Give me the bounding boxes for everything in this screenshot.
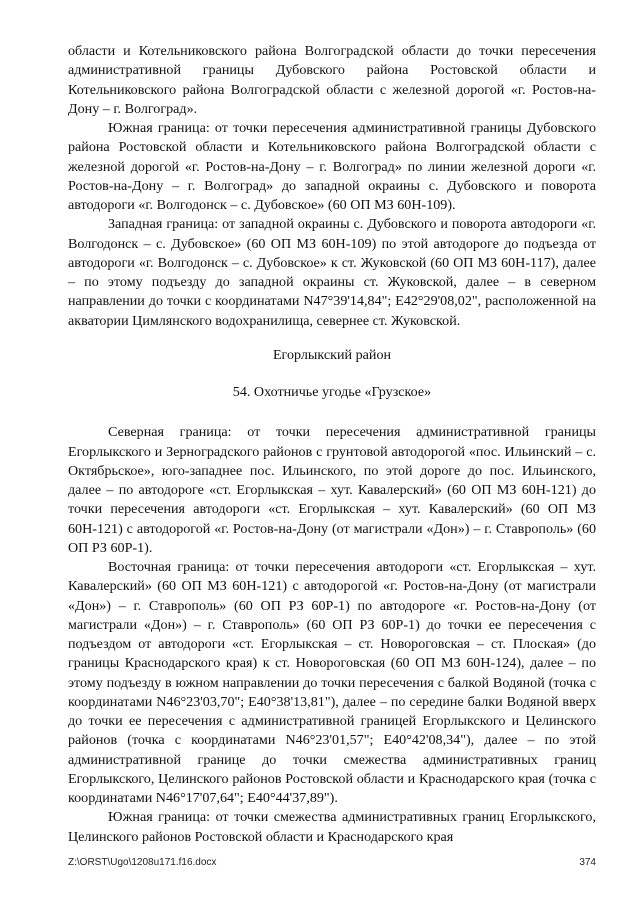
- paragraph: Южная граница: от точки пересечения административной границы Дубовского района Ростовской области и Котельниковского района Волгоградской области с железной дорогой «г. Ростов-на-Дону – г. Волгоград» по линии железной дороги «г. Ростов-на-Дону – г. Волгоград» до западной окраины с. Дубовского и поворота автодороги «г. Волгодонск – с. Дубовское» (60 ОП МЗ 60Н-109).: [68, 120, 596, 213]
- paragraph: Восточная граница: от точки пересечения автодороги «ст. Егорлыкская – хут. Кавалерский» (60 ОП МЗ 60Н-121) с автодорогой «г. Ростов-на-Дону (от магистрали «Дон») – г. Ставрополь» (60 ОП РЗ 60Р-1) по автодороге «г. Ростов-на-Дону (от магистрали «Дон») – г. Ставрополь» (60 ОП РЗ 60Р-1) до точки ее пересечения с подъездом от автодороги «ст. Егорлыкская – ст. Новороговская – ст. Плоская» (до границы Краснодарского края) к ст. Новороговская (60 ОП МЗ 60Н-124), далее – по этому подъезду в южном направлении до точки пересечения с балкой Водяной (точка с координатами N46°23'03,70"; E40°38'13,81"), далее – по середине балки Водяной вверх до точки ее пересечения с административной границей Егорлыкского и Целинского районов (точка с координатами N46°23'01,57"; E40°42'08,34"), далее – по этой административной границе до точки смежества административных границ Егорлыкского, Целинского районов Ростовской области и Краснодарского края (точка с координатами N46°17'07,64"; E40°44'37,89").: [68, 559, 596, 806]
- document-page: [68, 42, 596, 847]
- top-paragraphs: [68, 42, 596, 331]
- paragraph: Южная граница: от точки смежества административных границ Егорлыкского, Целинского районов Ростовской области и Краснодарского края: [68, 809, 596, 845]
- paragraph: области и Котельниковского района Волгоградской области до точки пересечения административной границы Дубовского района Ростовской области и Котельниковского района Волгоградской области с железной дорогой «г. Ростов-на-Дону – г. Волгоград».: [68, 43, 596, 117]
- paragraph: Западная граница: от западной окраины с. Дубовского и поворота автодороги «г. Волгодонск – с. Дубовское» (60 ОП МЗ 60Н-109) по этой автодороге до подъезда от автодороги «г. Волгодонск – с. Дубовское» к ст. Жуковской (60 ОП МЗ 60Н-117), далее – по этому подъезду до западной окраины ст. Жуковской, далее – в северном направлении до точки с координатами N47°39'14,84"; E42°29'08,02", расположенной на акватории Цимлянского водохранилища, севернее ст. Жуковской.: [68, 216, 596, 329]
- footer-file-path: Z:\ORST\Ugo\1208u171.f16.docx: [68, 857, 217, 868]
- district-heading: Егорлыкский район: [272, 346, 392, 363]
- page-number: 374: [579, 857, 596, 868]
- paragraph: Северная граница: от точки пересечения административной границы Егорлыкского и Зерноградского районов с грунтовой автодорогой «пос. Ильинский – с. Октябрьское», юго-западнее пос. Ильинского, по этой дороге до пос. Ильинского, далее – по автодороге «ст. Егорлыкская – хут. Кавалерский» (60 ОП МЗ 60Н-121) до точки пересечения автодороги «ст. Егорлыкская – хут. Кавалерский» (60 ОП МЗ 60Н-121) с автодорогой «г. Ростов-на-Дону (от магистрали «Дон») – г. Ставрополь» (60 ОП РЗ 60Р-1).: [68, 424, 596, 556]
- section-heading: 54. Охотничье угодье «Грузское»: [232, 384, 432, 400]
- bottom-paragraphs: [68, 423, 596, 847]
